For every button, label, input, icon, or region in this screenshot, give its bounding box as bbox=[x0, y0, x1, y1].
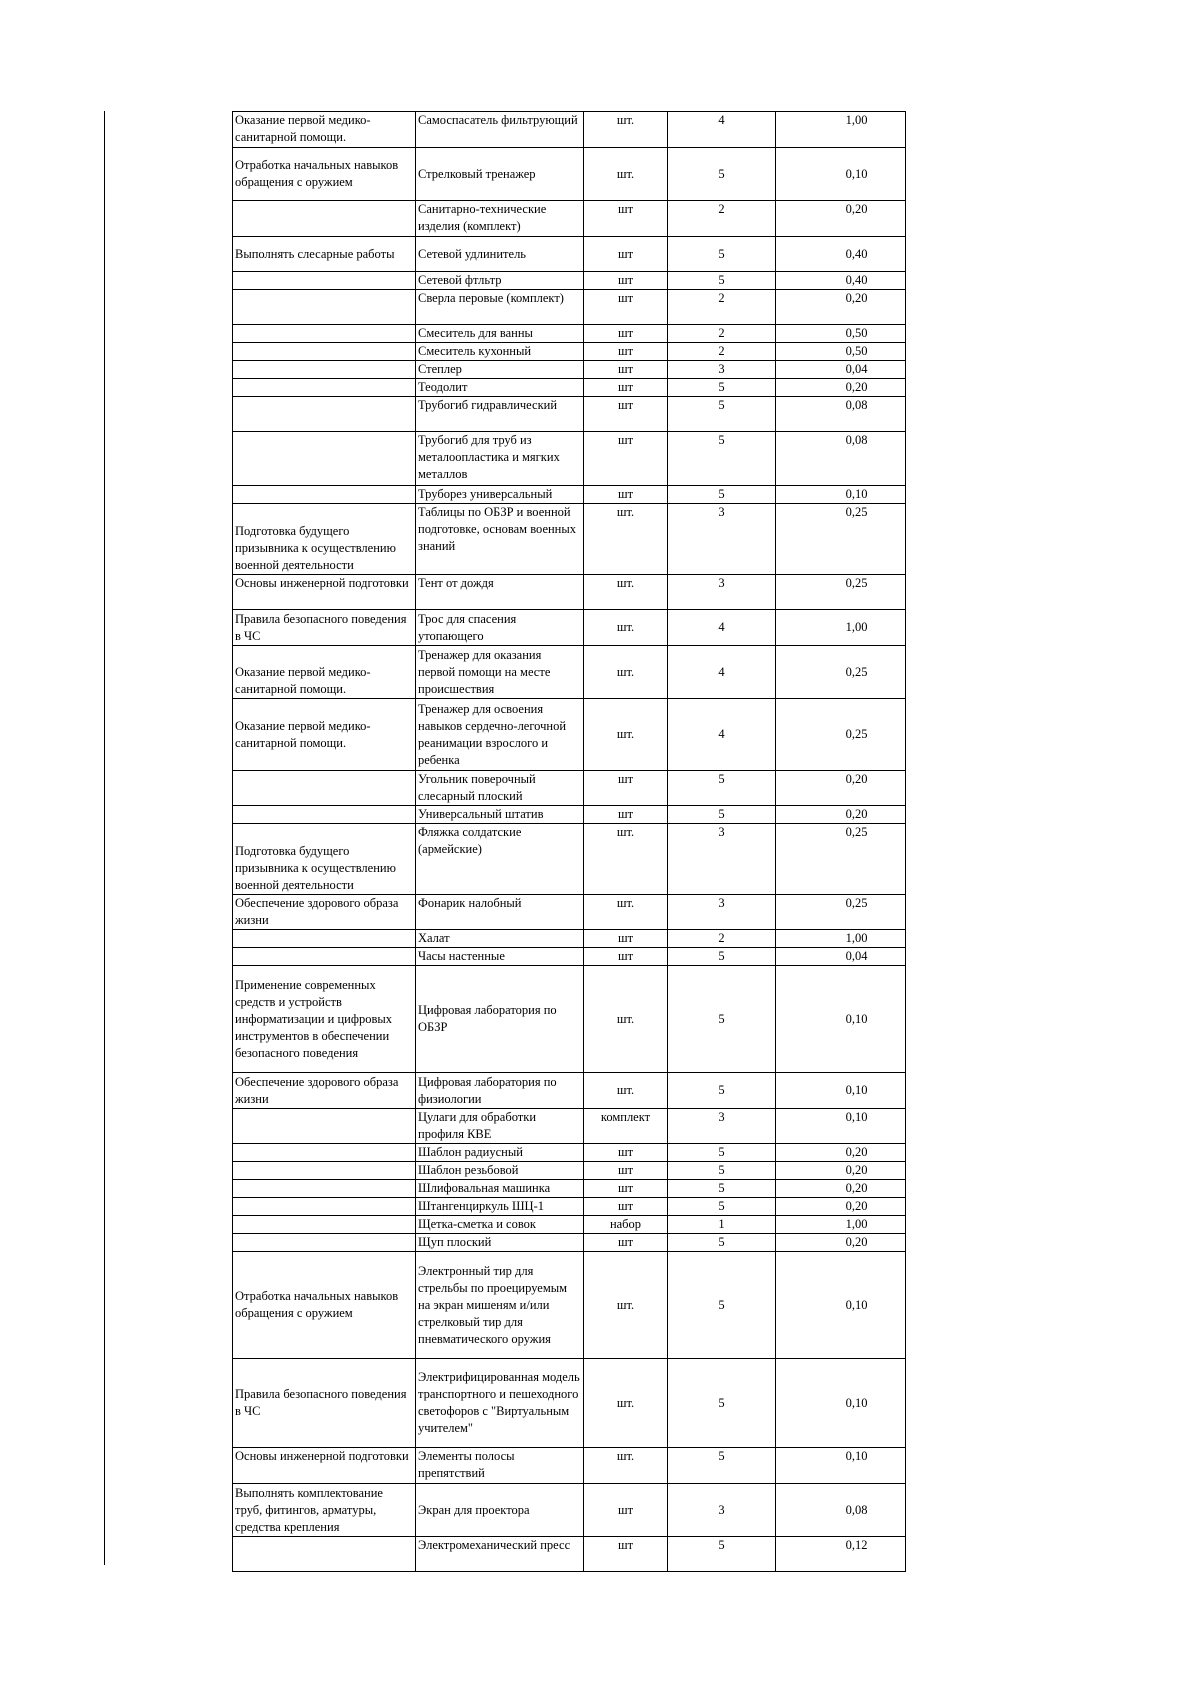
section-cell bbox=[233, 1144, 416, 1162]
unit-cell: шт. bbox=[584, 824, 668, 895]
unit-cell: шт bbox=[584, 1144, 668, 1162]
unit-cell: шт bbox=[584, 361, 668, 379]
unit-cell: шт bbox=[584, 343, 668, 361]
table-row bbox=[233, 1198, 906, 1216]
table-row bbox=[233, 201, 906, 237]
item-name-cell: Фляжка солдатские (армейские) bbox=[416, 824, 584, 895]
section-cell: Применение современных средств и устройств информатизации и цифровых инструментов в обеспечении безопасного поведения bbox=[233, 966, 416, 1073]
quantity-cell: 5 bbox=[668, 1162, 776, 1180]
coefficient-cell: 0,50 bbox=[776, 325, 906, 343]
item-name-cell: Трубогиб гидравлический bbox=[416, 397, 584, 432]
quantity-cell: 1 bbox=[668, 1216, 776, 1234]
unit-cell: шт. bbox=[584, 895, 668, 930]
coefficient-cell: 0,50 bbox=[776, 343, 906, 361]
quantity-cell: 3 bbox=[668, 824, 776, 895]
equipment-table-body bbox=[233, 112, 906, 1572]
coefficient-cell: 0,08 bbox=[776, 397, 906, 432]
unit-cell: шт bbox=[584, 806, 668, 824]
quantity-cell: 4 bbox=[668, 699, 776, 771]
coefficient-cell: 0,08 bbox=[776, 432, 906, 486]
coefficient-cell: 0,40 bbox=[776, 237, 906, 272]
unit-cell: шт bbox=[584, 486, 668, 504]
table-row bbox=[233, 486, 906, 504]
table-row bbox=[233, 610, 906, 646]
item-name-cell: Угольник поверочный слесарный плоский bbox=[416, 771, 584, 806]
section-cell: Отработка начальных навыков обращения с оружием bbox=[233, 1252, 416, 1359]
section-cell bbox=[233, 771, 416, 806]
unit-cell: шт bbox=[584, 379, 668, 397]
coefficient-cell: 0,25 bbox=[776, 895, 906, 930]
table-row bbox=[233, 1484, 906, 1537]
table-row bbox=[233, 1448, 906, 1484]
unit-cell: шт. bbox=[584, 1448, 668, 1484]
table-row bbox=[233, 824, 906, 895]
unit-cell: шт bbox=[584, 1234, 668, 1252]
quantity-cell: 2 bbox=[668, 325, 776, 343]
unit-cell: шт bbox=[584, 1162, 668, 1180]
table-row bbox=[233, 1109, 906, 1144]
quantity-cell: 2 bbox=[668, 343, 776, 361]
item-name-cell: Таблицы по ОБЗР и военной подготовке, основам военных знаний bbox=[416, 504, 584, 575]
section-cell: Обеспечение здорового образа жизни bbox=[233, 1073, 416, 1109]
table-row bbox=[233, 1073, 906, 1109]
unit-cell: шт bbox=[584, 771, 668, 806]
section-cell: Оказание первой медико-санитарной помощи. bbox=[233, 112, 416, 148]
item-name-cell: Штангенциркуль ШЦ-1 bbox=[416, 1198, 584, 1216]
table-row bbox=[233, 325, 906, 343]
unit-cell: шт bbox=[584, 1484, 668, 1537]
section-cell bbox=[233, 1180, 416, 1198]
coefficient-cell: 0,12 bbox=[776, 1537, 906, 1572]
section-cell: Выполнять слесарные работы bbox=[233, 237, 416, 272]
item-name-cell: Часы настенные bbox=[416, 948, 584, 966]
quantity-cell: 5 bbox=[668, 966, 776, 1073]
coefficient-cell: 0,10 bbox=[776, 966, 906, 1073]
coefficient-cell: 0,20 bbox=[776, 1162, 906, 1180]
table-row bbox=[233, 575, 906, 610]
quantity-cell: 5 bbox=[668, 148, 776, 201]
coefficient-cell: 0,10 bbox=[776, 486, 906, 504]
unit-cell: шт. bbox=[584, 610, 668, 646]
coefficient-cell: 0,20 bbox=[776, 1180, 906, 1198]
coefficient-cell: 0,20 bbox=[776, 290, 906, 325]
section-cell bbox=[233, 486, 416, 504]
section-cell: Оказание первой медико-санитарной помощи. bbox=[233, 646, 416, 699]
quantity-cell: 5 bbox=[668, 771, 776, 806]
item-name-cell: Тренажер для освоения навыков сердечно-легочной реанимации взрослого и ребенка bbox=[416, 699, 584, 771]
section-cell: Правила безопасного поведения в ЧС bbox=[233, 610, 416, 646]
unit-cell: шт bbox=[584, 1198, 668, 1216]
coefficient-cell: 0,20 bbox=[776, 201, 906, 237]
unit-cell: шт. bbox=[584, 575, 668, 610]
quantity-cell: 4 bbox=[668, 610, 776, 646]
unit-cell: шт. bbox=[584, 699, 668, 771]
coefficient-cell: 0,25 bbox=[776, 575, 906, 610]
quantity-cell: 5 bbox=[668, 806, 776, 824]
item-name-cell: Сетевой фтльтр bbox=[416, 272, 584, 290]
quantity-cell: 5 bbox=[668, 486, 776, 504]
unit-cell: шт. bbox=[584, 966, 668, 1073]
coefficient-cell: 0,10 bbox=[776, 1359, 906, 1448]
item-name-cell: Смеситель для ванны bbox=[416, 325, 584, 343]
item-name-cell: Щуп плоский bbox=[416, 1234, 584, 1252]
table-row bbox=[233, 1162, 906, 1180]
coefficient-cell: 0,20 bbox=[776, 806, 906, 824]
coefficient-cell: 0,20 bbox=[776, 771, 906, 806]
section-cell bbox=[233, 379, 416, 397]
unit-cell: шт bbox=[584, 397, 668, 432]
unit-cell: шт. bbox=[584, 1252, 668, 1359]
table-row bbox=[233, 361, 906, 379]
item-name-cell: Трос для спасения утопающего bbox=[416, 610, 584, 646]
item-name-cell: Шаблон резьбовой bbox=[416, 1162, 584, 1180]
section-cell bbox=[233, 930, 416, 948]
quantity-cell: 5 bbox=[668, 1180, 776, 1198]
table-row bbox=[233, 343, 906, 361]
table-row bbox=[233, 379, 906, 397]
table-row bbox=[233, 948, 906, 966]
section-cell: Подготовка будущего призывника к осуществлению военной деятельности bbox=[233, 504, 416, 575]
table-row bbox=[233, 771, 906, 806]
table-row bbox=[233, 646, 906, 699]
quantity-cell: 5 bbox=[668, 1198, 776, 1216]
section-cell bbox=[233, 201, 416, 237]
quantity-cell: 3 bbox=[668, 895, 776, 930]
section-cell bbox=[233, 1109, 416, 1144]
section-cell: Правила безопасного поведения в ЧС bbox=[233, 1359, 416, 1448]
unit-cell: шт. bbox=[584, 646, 668, 699]
item-name-cell: Тент от дождя bbox=[416, 575, 584, 610]
item-name-cell: Экран для проектора bbox=[416, 1484, 584, 1537]
item-name-cell: Теодолит bbox=[416, 379, 584, 397]
unit-cell: шт bbox=[584, 290, 668, 325]
coefficient-cell: 0,10 bbox=[776, 1073, 906, 1109]
item-name-cell: Трубогиб для труб из металоопластика и мягких металлов bbox=[416, 432, 584, 486]
section-cell bbox=[233, 1198, 416, 1216]
table-row bbox=[233, 397, 906, 432]
unit-cell: шт bbox=[584, 272, 668, 290]
section-cell bbox=[233, 948, 416, 966]
unit-cell: шт bbox=[584, 201, 668, 237]
item-name-cell: Элементы полосы препятствий bbox=[416, 1448, 584, 1484]
unit-cell: шт. bbox=[584, 1073, 668, 1109]
item-name-cell: Смеситель кухонный bbox=[416, 343, 584, 361]
coefficient-cell: 0,40 bbox=[776, 272, 906, 290]
item-name-cell: Труборез универсальный bbox=[416, 486, 584, 504]
quantity-cell: 5 bbox=[668, 1359, 776, 1448]
coefficient-cell: 0,20 bbox=[776, 1198, 906, 1216]
quantity-cell: 5 bbox=[668, 948, 776, 966]
coefficient-cell: 1,00 bbox=[776, 112, 906, 148]
section-cell bbox=[233, 361, 416, 379]
coefficient-cell: 0,20 bbox=[776, 379, 906, 397]
coefficient-cell: 0,25 bbox=[776, 504, 906, 575]
quantity-cell: 2 bbox=[668, 201, 776, 237]
section-cell bbox=[233, 343, 416, 361]
quantity-cell: 5 bbox=[668, 272, 776, 290]
item-name-cell: Тренажер для оказания первой помощи на месте происшествия bbox=[416, 646, 584, 699]
unit-cell: шт bbox=[584, 930, 668, 948]
section-cell bbox=[233, 325, 416, 343]
coefficient-cell: 0,10 bbox=[776, 1448, 906, 1484]
section-cell: Основы инженерной подготовки bbox=[233, 575, 416, 610]
table-row bbox=[233, 1144, 906, 1162]
quantity-cell: 3 bbox=[668, 575, 776, 610]
coefficient-cell: 0,10 bbox=[776, 1109, 906, 1144]
item-name-cell: Санитарно-технические изделия (комплект) bbox=[416, 201, 584, 237]
coefficient-cell: 0,10 bbox=[776, 148, 906, 201]
unit-cell: шт. bbox=[584, 504, 668, 575]
table-row bbox=[233, 112, 906, 148]
equipment-table bbox=[232, 111, 906, 1572]
quantity-cell: 3 bbox=[668, 1109, 776, 1144]
section-cell bbox=[233, 290, 416, 325]
table-row bbox=[233, 895, 906, 930]
section-cell: Выполнять комплектование труб, фитингов, арматуры, средства крепления bbox=[233, 1484, 416, 1537]
quantity-cell: 5 bbox=[668, 397, 776, 432]
table-row bbox=[233, 1537, 906, 1572]
quantity-cell: 3 bbox=[668, 361, 776, 379]
unit-cell: шт. bbox=[584, 148, 668, 201]
coefficient-cell: 0,25 bbox=[776, 699, 906, 771]
unit-cell: шт bbox=[584, 325, 668, 343]
table-row bbox=[233, 1359, 906, 1448]
quantity-cell: 5 bbox=[668, 1234, 776, 1252]
table-row bbox=[233, 806, 906, 824]
unit-cell: шт. bbox=[584, 112, 668, 148]
section-cell bbox=[233, 272, 416, 290]
section-cell bbox=[233, 432, 416, 486]
item-name-cell: Халат bbox=[416, 930, 584, 948]
section-cell bbox=[233, 1216, 416, 1234]
table-row bbox=[233, 272, 906, 290]
coefficient-cell: 0,04 bbox=[776, 948, 906, 966]
quantity-cell: 5 bbox=[668, 1448, 776, 1484]
coefficient-cell: 1,00 bbox=[776, 610, 906, 646]
section-cell: Обеспечение здорового образа жизни bbox=[233, 895, 416, 930]
coefficient-cell: 0,20 bbox=[776, 1234, 906, 1252]
coefficient-cell: 0,20 bbox=[776, 1144, 906, 1162]
item-name-cell: Шлифовальная машинка bbox=[416, 1180, 584, 1198]
coefficient-cell: 0,25 bbox=[776, 646, 906, 699]
table-row bbox=[233, 1252, 906, 1359]
section-cell bbox=[233, 1234, 416, 1252]
item-name-cell: Цифровая лаборатория по физиологии bbox=[416, 1073, 584, 1109]
item-name-cell: Щетка-сметка и совок bbox=[416, 1216, 584, 1234]
table-row bbox=[233, 966, 906, 1073]
table-row bbox=[233, 1180, 906, 1198]
item-name-cell: Электрифицированная модель транспортного и пешеходного светофоров с "Виртуальным учителем" bbox=[416, 1359, 584, 1448]
item-name-cell: Сетевой удлинитель bbox=[416, 237, 584, 272]
table-row bbox=[233, 432, 906, 486]
unit-cell: шт bbox=[584, 237, 668, 272]
item-name-cell: Электромеханический пресс bbox=[416, 1537, 584, 1572]
table-row bbox=[233, 148, 906, 201]
unit-cell: шт. bbox=[584, 1359, 668, 1448]
quantity-cell: 2 bbox=[668, 290, 776, 325]
section-cell bbox=[233, 806, 416, 824]
section-cell: Основы инженерной подготовки bbox=[233, 1448, 416, 1484]
quantity-cell: 5 bbox=[668, 1144, 776, 1162]
coefficient-cell: 1,00 bbox=[776, 930, 906, 948]
section-cell bbox=[233, 397, 416, 432]
coefficient-cell: 0,08 bbox=[776, 1484, 906, 1537]
table-row bbox=[233, 699, 906, 771]
section-cell: Подготовка будущего призывника к осуществлению военной деятельности bbox=[233, 824, 416, 895]
item-name-cell: Сверла перовые (комплект) bbox=[416, 290, 584, 325]
quantity-cell: 5 bbox=[668, 1073, 776, 1109]
quantity-cell: 3 bbox=[668, 504, 776, 575]
coefficient-cell: 0,25 bbox=[776, 824, 906, 895]
quantity-cell: 5 bbox=[668, 1252, 776, 1359]
section-cell: Отработка начальных навыков обращения с оружием bbox=[233, 148, 416, 201]
quantity-cell: 2 bbox=[668, 930, 776, 948]
coefficient-cell: 0,04 bbox=[776, 361, 906, 379]
item-name-cell: Электронный тир для стрельбы по проецируемым на экран мишеням и/или стрелковый тир для пневматического оружия bbox=[416, 1252, 584, 1359]
table-row bbox=[233, 930, 906, 948]
section-cell bbox=[233, 1537, 416, 1572]
quantity-cell: 5 bbox=[668, 237, 776, 272]
item-name-cell: Стрелковый тренажер bbox=[416, 148, 584, 201]
item-name-cell: Шаблон радиусный bbox=[416, 1144, 584, 1162]
table-row bbox=[233, 290, 906, 325]
unit-cell: шт bbox=[584, 948, 668, 966]
unit-cell: комплект bbox=[584, 1109, 668, 1144]
quantity-cell: 4 bbox=[668, 646, 776, 699]
coefficient-cell: 1,00 bbox=[776, 1216, 906, 1234]
item-name-cell: Степлер bbox=[416, 361, 584, 379]
section-cell bbox=[233, 1162, 416, 1180]
quantity-cell: 4 bbox=[668, 112, 776, 148]
section-cell: Оказание первой медико-санитарной помощи. bbox=[233, 699, 416, 771]
unit-cell: шт bbox=[584, 1180, 668, 1198]
item-name-cell: Цифровая лаборатория по ОБЗР bbox=[416, 966, 584, 1073]
unit-cell: набор bbox=[584, 1216, 668, 1234]
item-name-cell: Фонарик налобный bbox=[416, 895, 584, 930]
item-name-cell: Самоспасатель фильтрующий bbox=[416, 112, 584, 148]
page-margin-line bbox=[104, 111, 105, 1565]
table-row bbox=[233, 504, 906, 575]
quantity-cell: 3 bbox=[668, 1484, 776, 1537]
unit-cell: шт bbox=[584, 1537, 668, 1572]
item-name-cell: Цулаги для обработки профиля КВЕ bbox=[416, 1109, 584, 1144]
quantity-cell: 5 bbox=[668, 1537, 776, 1572]
item-name-cell: Универсальный штатив bbox=[416, 806, 584, 824]
table-row bbox=[233, 237, 906, 272]
quantity-cell: 5 bbox=[668, 432, 776, 486]
quantity-cell: 5 bbox=[668, 379, 776, 397]
table-row bbox=[233, 1234, 906, 1252]
coefficient-cell: 0,10 bbox=[776, 1252, 906, 1359]
table-row bbox=[233, 1216, 906, 1234]
unit-cell: шт bbox=[584, 432, 668, 486]
